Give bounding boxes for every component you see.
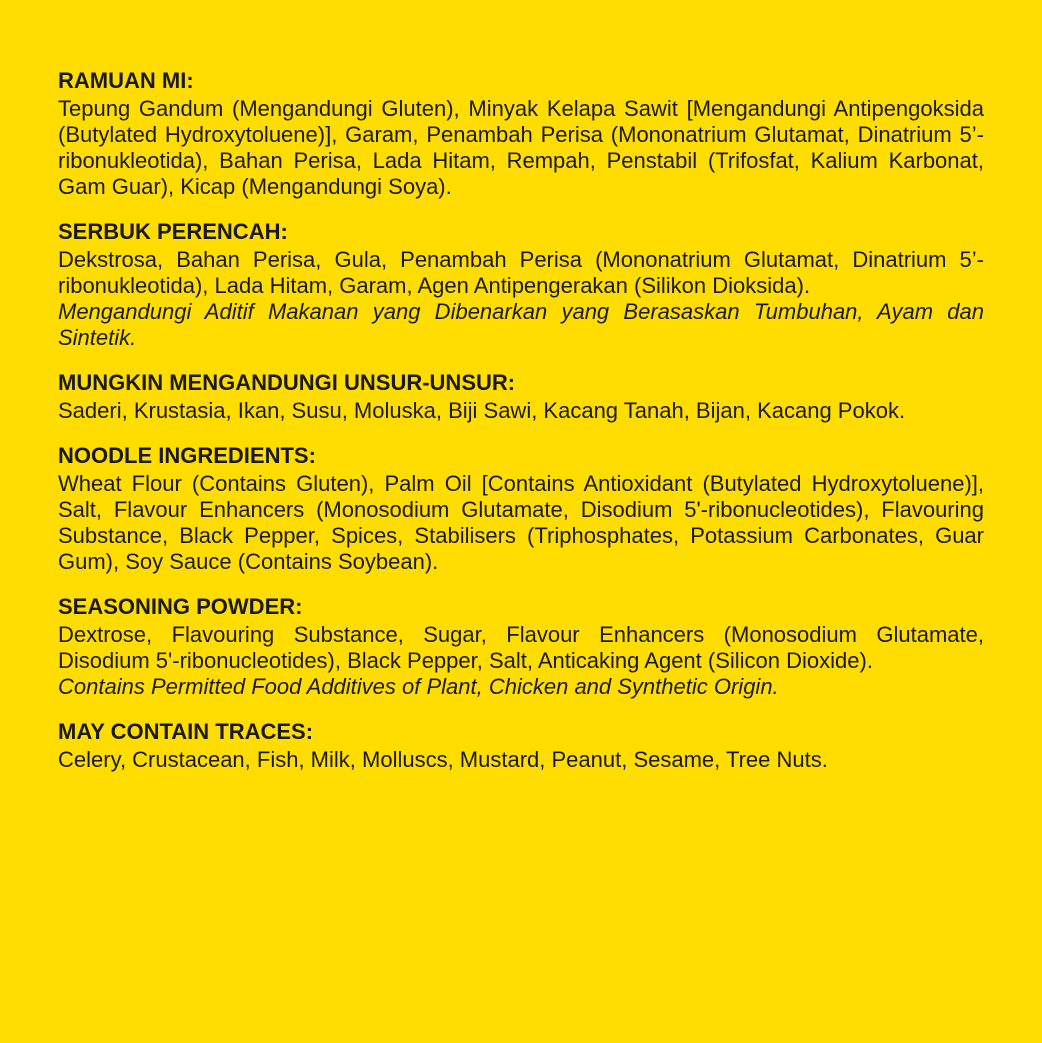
section-text: Dextrose, Flavouring Substance, Sugar, Flavour Enhancers (Monosodium Glutamate, Disodium 5'-ribonucleotides), Black Pepper, Salt, Anticaking Agent (Silicon Dioxide). bbox=[58, 622, 984, 673]
section-note: Mengandungi Aditif Makanan yang Dibenarkan yang Berasaskan Tumbuhan, Ayam dan Sintetik. bbox=[58, 299, 984, 350]
section-noodle-ingredients bbox=[58, 443, 984, 575]
section-ramuan-mi bbox=[58, 68, 984, 200]
section-text: Celery, Crustacean, Fish, Milk, Molluscs, Mustard, Peanut, Sesame, Tree Nuts. bbox=[58, 747, 828, 772]
section-serbuk-perencah bbox=[58, 219, 984, 351]
section-text: Wheat Flour (Contains Gluten), Palm Oil [Contains Antioxidant (Butylated Hydroxytoluene)], Salt, Flavour Enhancers (Monosodium Glutamate, Disodium 5'-ribonucleotides), Flavouring Substance, Black Pepper, Spices, Stabilisers (Triphosphates, Potassium Carbonates, Guar Gum), Soy Sauce (Contains Soybean). bbox=[58, 471, 984, 574]
section-heading: NOODLE INGREDIENTS: bbox=[58, 443, 316, 468]
section-text: Tepung Gandum (Mengandungi Gluten), Minyak Kelapa Sawit [Mengandungi Antipengoksida (Butylated Hydroxytoluene)], Garam, Penambah Perisa (Mononatrium Glutamat, Dinatrium 5’-ribonukleotida), Bahan Perisa, Lada Hitam, Rempah, Penstabil (Trifosfat, Kalium Karbonat, Gam Guar), Kicap (Mengandungi Soya). bbox=[58, 96, 984, 199]
section-text: Saderi, Krustasia, Ikan, Susu, Moluska, Biji Sawi, Kacang Tanah, Bijan, Kacang Pokok. bbox=[58, 398, 906, 423]
section-heading: RAMUAN MI: bbox=[58, 68, 194, 93]
section-heading: MUNGKIN MENGANDUNGI UNSUR-UNSUR: bbox=[58, 370, 516, 395]
section-text: Dekstrosa, Bahan Perisa, Gula, Penambah Perisa (Mononatrium Glutamat, Dinatrium 5’-ribonukleotida), Lada Hitam, Garam, Agen Antipengerakan (Silikon Dioksida). bbox=[58, 247, 984, 298]
section-mungkin-mengandungi bbox=[58, 370, 984, 424]
section-heading: SEASONING POWDER: bbox=[58, 594, 303, 619]
section-may-contain-traces bbox=[58, 719, 984, 773]
section-note: Contains Permitted Food Additives of Plant, Chicken and Synthetic Origin. bbox=[58, 674, 779, 699]
section-heading: SERBUK PERENCAH: bbox=[58, 219, 288, 244]
section-heading: MAY CONTAIN TRACES: bbox=[58, 719, 314, 744]
ingredients-panel bbox=[58, 68, 984, 773]
section-seasoning-powder bbox=[58, 594, 984, 700]
